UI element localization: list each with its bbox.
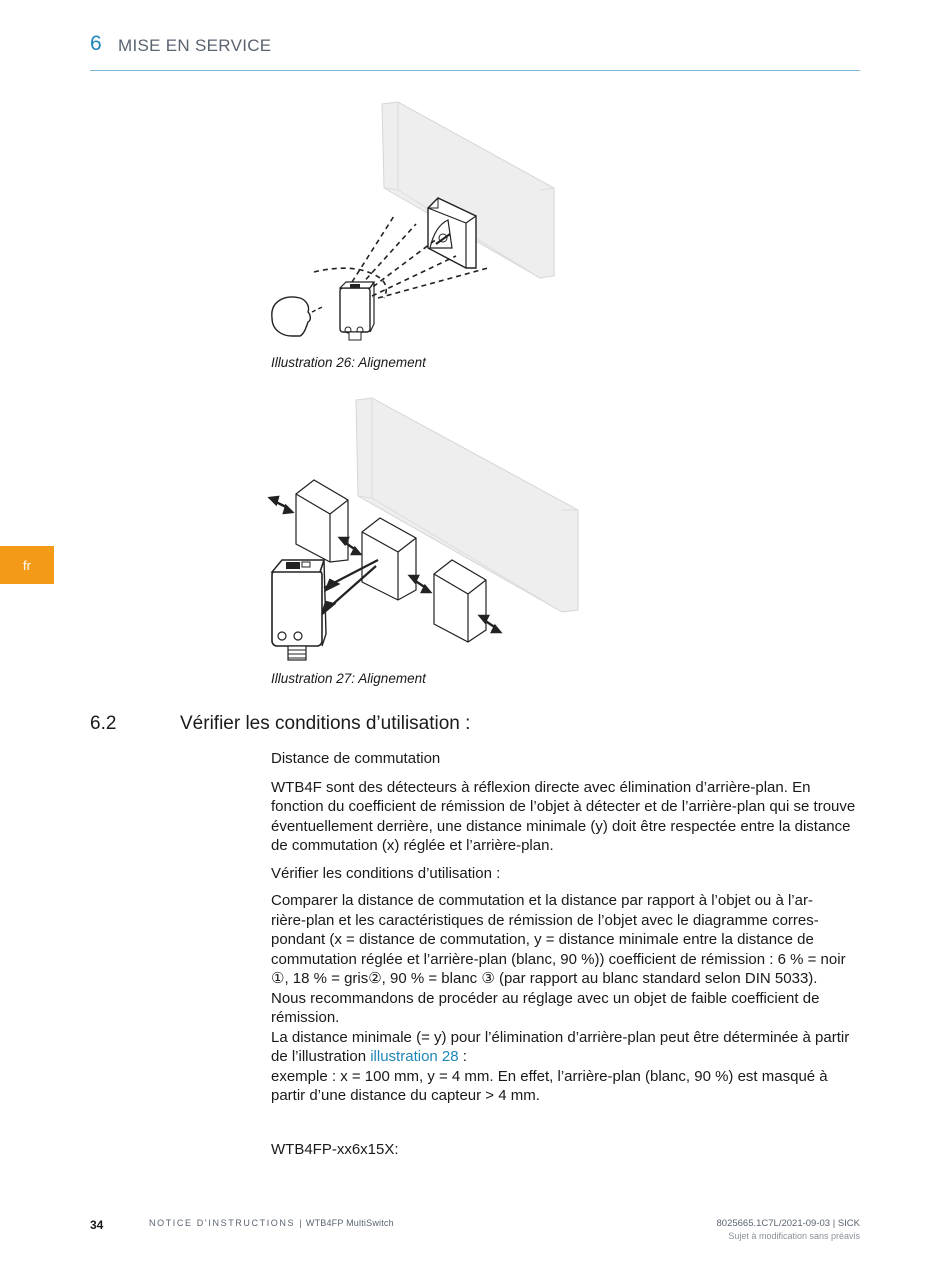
subheading: Distance de commutation (271, 750, 441, 767)
paragraph-compare (271, 891, 861, 1028)
section-number: 6.2 (90, 713, 117, 734)
compare-line: rémission. (271, 1009, 340, 1026)
minimum-distance-text: La distance minimale (= y) pour l’élimination d’arrière-plan peut être déterminée à partir de l’illustration (271, 1028, 850, 1065)
compare-line: commutation réglée et l’arrière-plan (blanc, 90 %)) coefficient de rémission : 6 % = noir (271, 950, 846, 968)
alignment-illustration-26 (260, 98, 570, 348)
paragraph-check: Vérifier les conditions d’utilisation : (271, 864, 501, 882)
figure-26-caption: Illustration 26: Alignement (271, 355, 426, 370)
device-label: WTB4FP-xx6x15X: (271, 1140, 399, 1158)
paragraph-minimum-distance (271, 1028, 861, 1106)
paragraph-intro: WTB4F sont des détecteurs à réflexion directe avec élimination d’arrière-plan. En fonction du coefficient de rémission de l’objet à détecter et de l’arrière-plan qui se trouve éventuellement derrière, une distance minimale (y) doit être respectée entre la distance de commutation (x) réglée et l’arrière-plan. (271, 778, 856, 854)
section-body (271, 749, 861, 1167)
footer-separator: | (299, 1218, 302, 1228)
modification-note: Sujet à modification sans préavis (728, 1231, 860, 1241)
compare-line: rière-plan et les caractéristiques de rémission de l’objet avec le diagramme corres- (271, 911, 819, 929)
chapter-header (90, 32, 860, 71)
compare-line: Comparer la distance de commutation et la distance par rapport à l’objet ou à l’ar- (271, 892, 813, 909)
figure-27-caption: Illustration 27: Alignement (271, 671, 426, 686)
alignment-illustration-27 (262, 394, 592, 669)
language-tab: fr (0, 546, 54, 584)
section-title: Vérifier les conditions d’utilisation : (180, 713, 471, 734)
product-name: WTB4FP MultiSwitch (305, 1218, 394, 1228)
compare-line: Nous recommandons de procéder au réglage avec un objet de faible coefficient de (271, 989, 820, 1007)
minimum-distance-suffix: : (458, 1048, 467, 1065)
page-number: 34 (90, 1218, 104, 1232)
compare-line: ①, 18 % = gris②, 90 % = blanc ③ (par rapport au blanc standard selon DIN 5033). (271, 970, 818, 987)
example-text: exemple : x = 100 mm, y = 4 mm. En effet, l’arrière-plan (blanc, 90 %) est masqué à partir d’une distance du capteur > 4 mm. (271, 1067, 828, 1104)
chapter-title: MISE EN SERVICE (118, 36, 272, 55)
illustration-28-link[interactable]: illustration 28 (370, 1048, 459, 1065)
chapter-number: 6 (90, 32, 102, 55)
footer-document-title (149, 1218, 394, 1228)
document-reference: 8025665.1C7L/2021-09-03 | SICK (716, 1218, 860, 1229)
compare-line: pondant (x = distance de commutation, y = distance minimale entre la distance de (271, 931, 814, 948)
doc-type: NOTICE D’INSTRUCTIONS (149, 1218, 296, 1228)
